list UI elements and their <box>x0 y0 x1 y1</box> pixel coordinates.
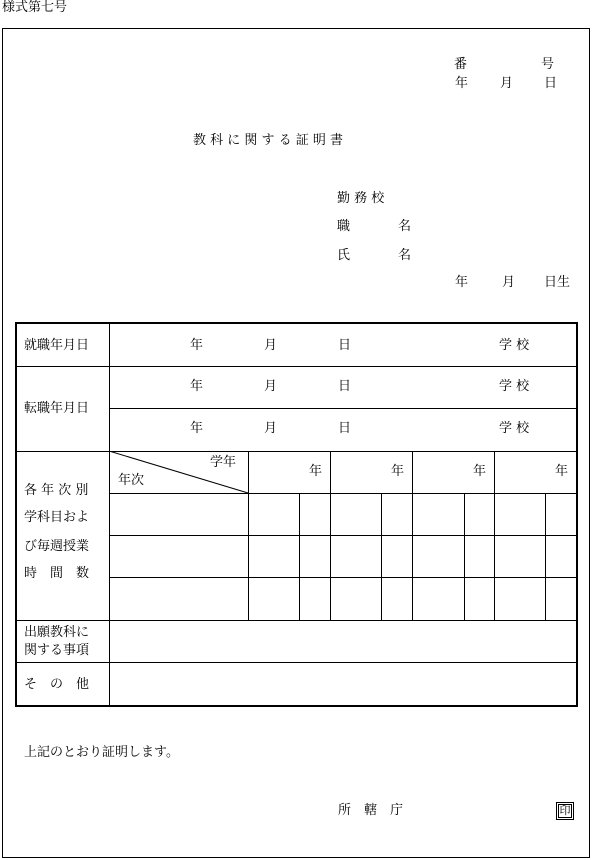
sub-column-divider <box>545 493 546 620</box>
grade-column-divider <box>330 451 331 620</box>
grade-year-header: 年 <box>473 464 487 479</box>
transfer1-month: 月 <box>264 379 278 394</box>
certify-statement: 上記のとおり証明します。 <box>24 745 179 760</box>
number-label-go: 号 <box>541 57 555 72</box>
row-divider <box>17 451 576 452</box>
form-number: 様式第七号 <box>2 0 68 15</box>
transfer1-year: 年 <box>190 379 204 394</box>
school-label: 勤 務 校 <box>337 191 385 206</box>
row-divider <box>109 577 576 578</box>
subject-hours-label-3: び毎週授業 <box>24 539 90 554</box>
subject-hours-label-4: 時 間 数 <box>24 566 90 581</box>
row-divider <box>17 662 576 663</box>
grade-year-header: 年 <box>309 464 323 479</box>
transfer2-school: 学 校 <box>499 421 530 436</box>
row-divider <box>109 535 576 536</box>
employment-month: 月 <box>264 338 278 353</box>
row-divider <box>109 408 576 409</box>
label-column-divider <box>109 324 110 705</box>
subject-hours-label-2: 学科目およ <box>24 510 90 525</box>
diagonal-grade-label: 学年 <box>210 455 237 470</box>
seal-label: 印 <box>559 804 571 817</box>
subject-hours-label-1: 各 年 次 別 <box>24 483 89 498</box>
grade-column-divider <box>412 451 413 620</box>
number-label-ban: 番 <box>454 57 468 72</box>
transfer1-day: 日 <box>338 379 352 394</box>
row-divider <box>17 366 576 367</box>
birth-day-label: 日生 <box>544 275 571 290</box>
transfer-date-label: 転職年月日 <box>24 401 90 416</box>
seal-box <box>556 802 574 820</box>
transfer2-month: 月 <box>264 421 278 436</box>
diagonal-year-label: 年次 <box>118 473 145 488</box>
position-label-b: 名 <box>398 219 412 234</box>
employment-day: 日 <box>338 338 352 353</box>
application-label-2: 関する事項 <box>24 643 90 658</box>
birth-year-label: 年 <box>455 275 469 290</box>
transfer2-day: 日 <box>338 421 352 436</box>
transfer2-year: 年 <box>190 421 204 436</box>
date-month-label: 月 <box>500 76 514 91</box>
other-label: そ の 他 <box>24 677 90 692</box>
row-divider <box>17 620 576 621</box>
grade-year-header: 年 <box>391 464 405 479</box>
employment-school: 学 校 <box>499 338 530 353</box>
name-label-b: 名 <box>398 248 412 263</box>
employment-date-label: 就職年月日 <box>24 338 90 353</box>
transfer1-school: 学 校 <box>499 379 530 394</box>
grade-year-header: 年 <box>555 464 569 479</box>
date-year-label: 年 <box>455 76 469 91</box>
position-label-a: 職 <box>337 219 351 234</box>
birth-month-label: 月 <box>502 275 516 290</box>
date-day-label: 日 <box>544 76 558 91</box>
name-label-a: 氏 <box>337 248 351 263</box>
document-title: 教 科 に 関 す る 証 明 書 <box>193 133 344 148</box>
sub-column-divider <box>381 493 382 620</box>
employment-year: 年 <box>190 338 204 353</box>
sub-column-divider <box>464 493 465 620</box>
application-label-1: 出願教科に <box>24 625 90 640</box>
office-label: 所 轄 庁 <box>338 803 404 818</box>
sub-column-divider <box>299 493 300 620</box>
grade-column-divider <box>494 451 495 620</box>
